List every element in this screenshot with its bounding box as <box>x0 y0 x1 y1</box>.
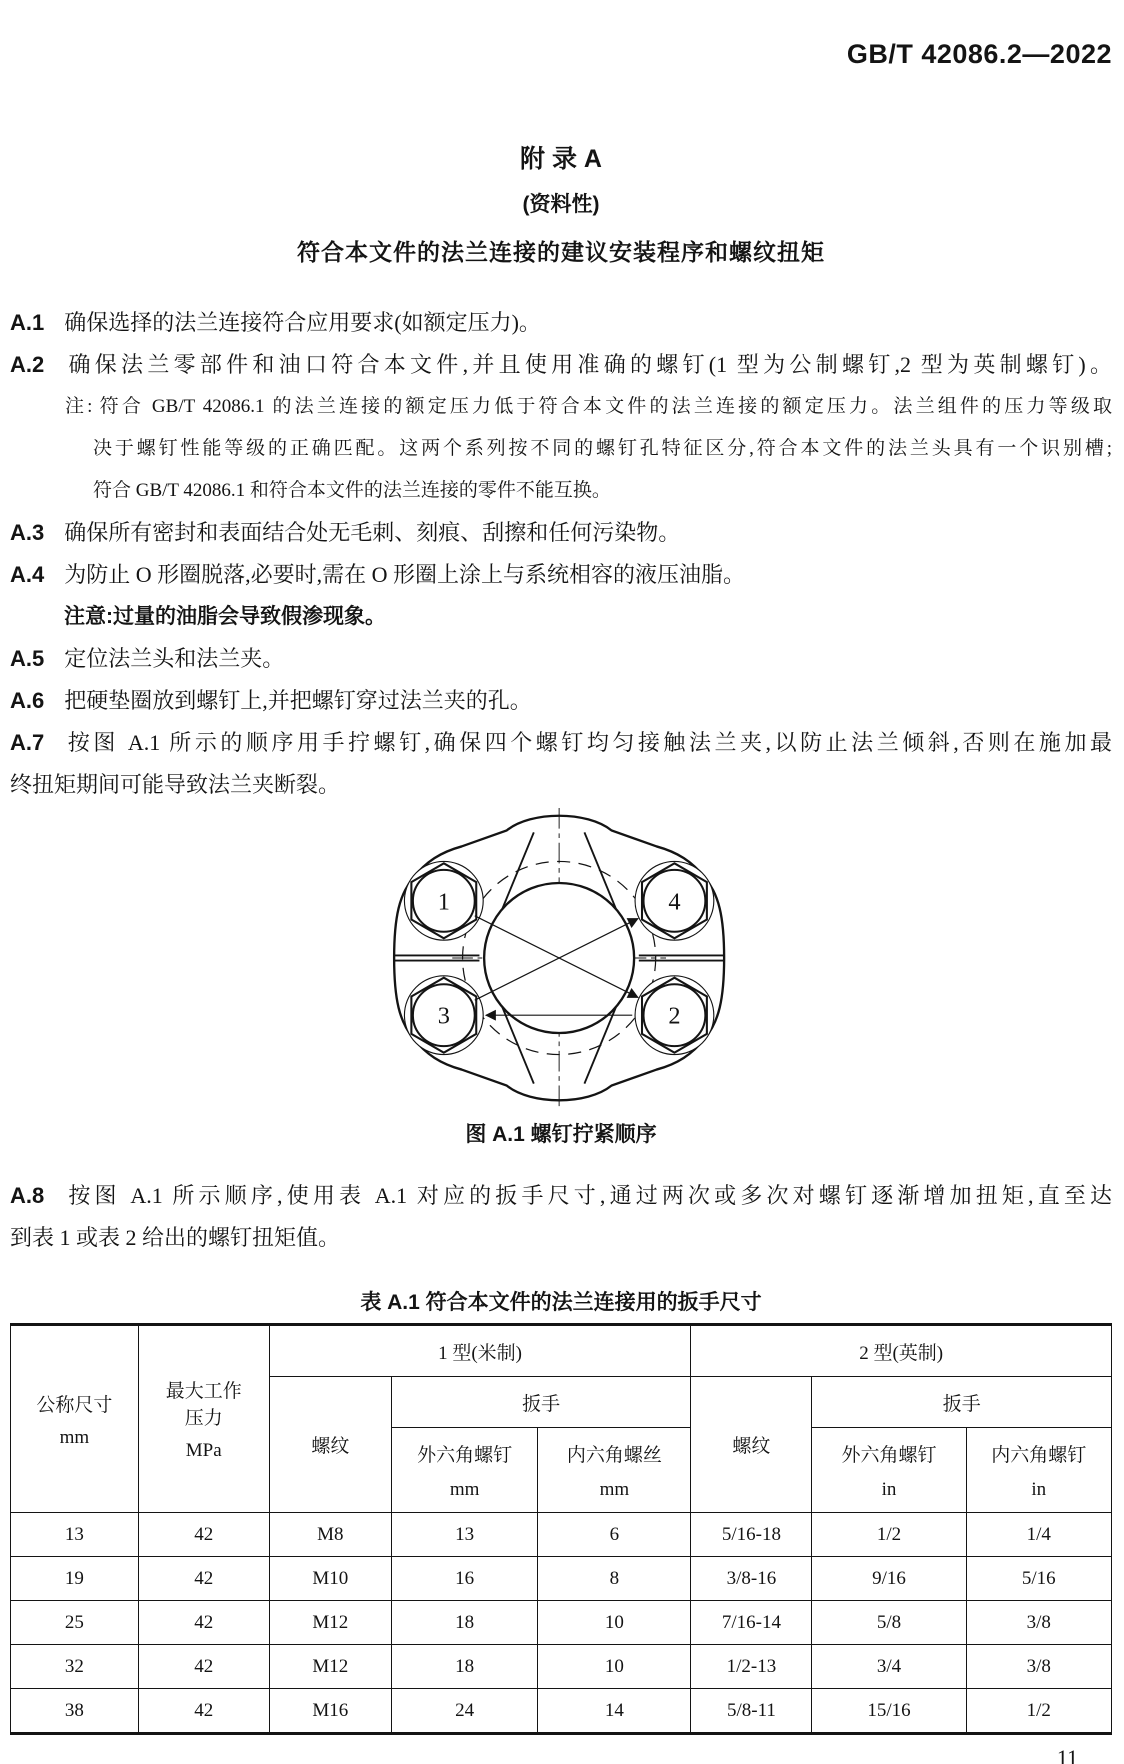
header-group-inch: 2 型(英制) <box>691 1325 1112 1377</box>
clause-a7-line-2: 终扭矩期间可能导致法兰夹断裂。 <box>10 772 341 797</box>
bolt-1 <box>404 861 483 940</box>
bolt-4-label: 4 <box>668 888 681 916</box>
clause-a7-line-1: 按图 A.1 所示的顺序用手拧螺钉,确保四个螺钉均匀接触法兰夹,以防止法兰倾斜,否则在施加最 <box>64 730 1112 755</box>
caution-note: 注意:过量的油脂会导致假渗现象。 <box>64 605 386 628</box>
clause-a8-line-1: 按图 A.1 所示顺序,使用表 A.1 对应的扳手尺寸,通过两次或多次对螺钉逐渐增加扭矩,直至达 <box>64 1183 1112 1208</box>
table-row: 32 42 M12 18 10 1/2-13 3/4 3/8 <box>11 1645 1112 1689</box>
header-socket-screw-mm: 内六角螺丝 mm <box>538 1428 691 1513</box>
clause-a4 <box>10 554 1112 596</box>
clause-a7 <box>10 722 1112 764</box>
clause-a4-text: 为防止 O 形圈脱落,必要时,需在 O 形圈上涂上与系统相容的液压油脂。 <box>64 562 746 587</box>
note-line-3: 符合 GB/T 42086.1 和符合本文件的法兰连接的零件不能互换。 <box>93 480 611 501</box>
clause-a5 <box>10 638 1112 680</box>
appendix-subject: 符合本文件的法兰连接的建议安装程序和螺纹扭矩 <box>297 239 825 265</box>
clause-a6 <box>10 680 1112 722</box>
body-text <box>10 302 1112 806</box>
figure-caption: 图 A.1 螺钉拧紧顺序 <box>465 1123 657 1146</box>
clause-a3 <box>10 512 1112 554</box>
header-socket-bolt-in: 内六角螺钉 in <box>966 1428 1111 1513</box>
table-row: 38 42 M16 24 14 5/8-11 15/16 1/2 <box>11 1689 1112 1734</box>
clause-a3-text: 确保所有密封和表面结合处无毛刺、刻痕、刮擦和任何污染物。 <box>64 520 681 545</box>
header-wrench-inch: 扳手 <box>812 1377 1112 1428</box>
wrench-size-table <box>10 1323 1112 1735</box>
clause-a2-text: 确保法兰零部件和油口符合本文件,并且使用准确的螺钉(1 型为公制螺钉,2 型为英制螺钉)。 <box>64 352 1112 377</box>
clause-a8-number: A.8 <box>10 1183 45 1208</box>
bolt-4 <box>635 861 714 940</box>
bolt-tightening-sequence-drawing <box>392 808 730 1108</box>
bolt-2-label: 2 <box>668 1002 681 1030</box>
header-wrench-metric: 扳手 <box>391 1377 690 1428</box>
bolt-3 <box>404 976 483 1055</box>
clause-a2 <box>10 344 1112 386</box>
clause-a8-block <box>10 1175 1112 1259</box>
header-pressure-unit: MPa <box>185 1440 222 1461</box>
header-max-working-pressure: 最大工作 压力 MPa <box>138 1325 269 1513</box>
appendix-title: 附 录 A <box>520 145 602 173</box>
table-row: 13 42 M8 13 6 5/16-18 1/2 1/4 <box>11 1513 1112 1557</box>
clause-a1-text: 确保选择的法兰连接符合应用要求(如额定压力)。 <box>64 310 541 335</box>
clause-a7-number: A.7 <box>10 730 45 755</box>
clause-a2-number: A.2 <box>10 352 45 377</box>
clause-a6-text: 把硬垫圈放到螺钉上,并把螺钉穿过法兰夹的孔。 <box>64 688 532 713</box>
header-hex-bolt-in: 外六角螺钉 in <box>812 1428 966 1513</box>
bolt-2 <box>635 976 714 1055</box>
standard-number: GB/T 42086.2—2022 <box>846 39 1112 69</box>
table-row: 19 42 M10 16 8 3/8-16 9/16 5/16 <box>11 1557 1112 1601</box>
clause-a3-number: A.3 <box>10 520 45 545</box>
clause-a8-line-2: 到表 1 或表 2 给出的螺钉扭矩值。 <box>10 1225 341 1250</box>
figure-a1 <box>10 808 1112 1113</box>
bolt-3-label: 3 <box>437 1002 450 1030</box>
header-group-metric: 1 型(米制) <box>269 1325 691 1377</box>
header-thread-inch: 螺纹 <box>691 1377 812 1513</box>
bolt-1-label: 1 <box>437 888 450 916</box>
header-nominal-size: 公称尺寸 mm <box>11 1325 139 1513</box>
page-number: 11 <box>1056 1745 1078 1764</box>
clause-a5-number: A.5 <box>10 646 45 671</box>
clause-a6-number: A.6 <box>10 688 45 713</box>
clause-a5-text: 定位法兰头和法兰夹。 <box>64 646 285 671</box>
table-title: 表 A.1 符合本文件的法兰连接用的扳手尺寸 <box>360 1291 762 1314</box>
header-thread-metric: 螺纹 <box>269 1377 391 1513</box>
appendix-type: (资料性) <box>522 193 600 216</box>
note-label: 注: <box>65 396 93 417</box>
clause-a1 <box>10 302 1112 344</box>
table-row: 25 42 M12 18 10 7/16-14 5/8 3/8 <box>11 1601 1112 1645</box>
header-nominal-unit: mm <box>59 1426 90 1448</box>
header-hex-bolt-mm: 外六角螺钉 mm <box>391 1428 537 1513</box>
clause-a8 <box>10 1175 1112 1217</box>
note-line-2: 决于螺钉性能等级的正确匹配。这两个系列按不同的螺钉孔特征区分,符合本文件的法兰头具有一个识别槽; <box>93 438 1112 459</box>
note-a2 <box>10 386 1112 512</box>
clause-a4-number: A.4 <box>10 562 45 587</box>
note-line-1: 符合 GB/T 42086.1 的法兰连接的额定压力低于符合本文件的法兰连接的额定压力。法兰组件的压力等级取 <box>96 396 1112 417</box>
clause-a1-number: A.1 <box>10 310 45 335</box>
